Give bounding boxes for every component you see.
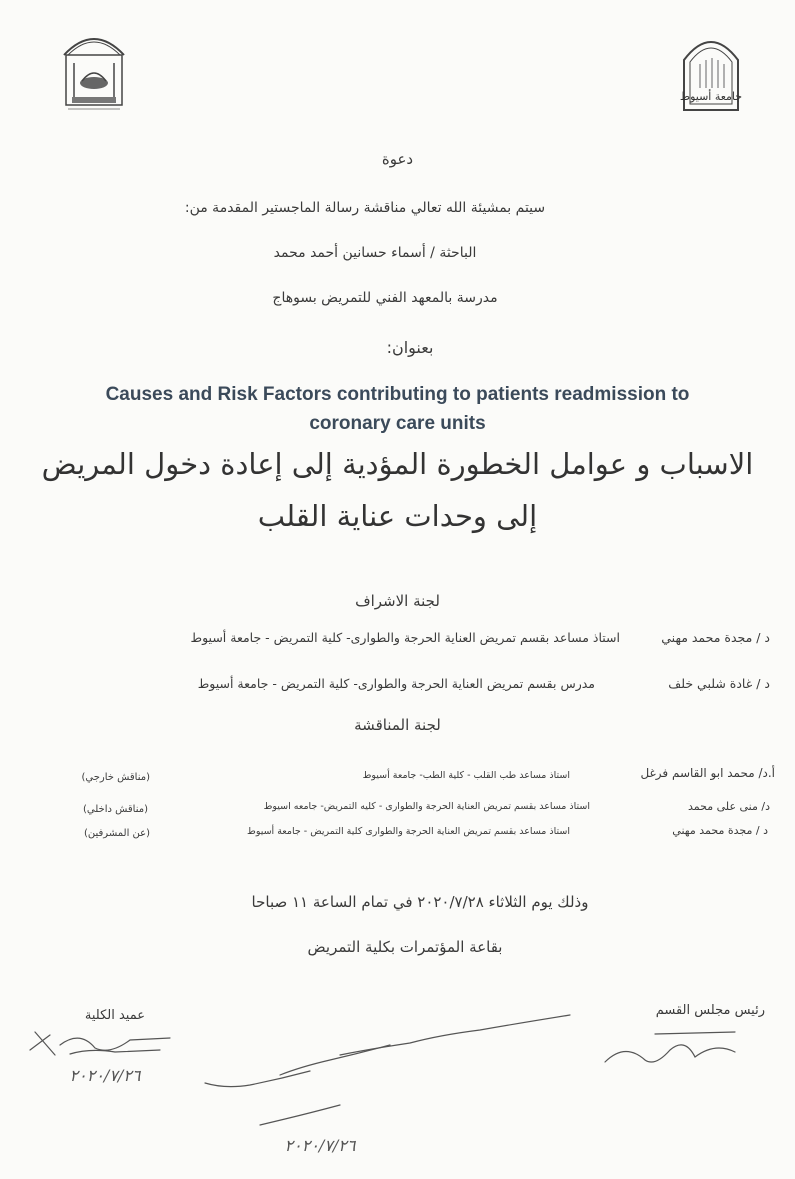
supervision-heading: لجنة الاشراف: [355, 592, 440, 610]
committee-member-3-title: استاذ مساعد بقسم تمريض العناية الحرجة والطوارى كلية التمريض - جامعة أسيوط: [247, 826, 570, 837]
thesis-title-en-line1: Causes and Risk Factors contributing to patients readmission to: [105, 384, 690, 405]
center-signature-date: ٢٠٢٠/٧/٢٦: [284, 1136, 356, 1155]
handwritten-notes: [190, 1005, 580, 1155]
department-head-signature: [595, 1022, 755, 1077]
supervisor-2-title: مدرس بقسم تمريض العناية الحرجة والطوارى- كلية التمريض - جامعة أسيوط: [197, 676, 595, 691]
university-logo-text: جامعة أسيوط: [679, 90, 743, 103]
committee-member-2-name: د/ منى على محمد: [688, 800, 770, 813]
thesis-title-ar-line1: الاسباب و عوامل الخطورة المؤدية إلى إعادة دخول المريض: [41, 447, 754, 481]
committee-member-1-name: أ.د/ محمد ابو القاسم فرغل: [640, 766, 775, 780]
department-head-label: رئيس مجلس القسم: [655, 1003, 765, 1018]
schedule-venue: بقاعة المؤتمرات بكلية التمريض: [307, 938, 503, 956]
invitation-intro: سيتم بمشيئة الله تعالي مناقشة رسالة الماجستير المقدمة من:: [184, 200, 546, 216]
researcher-position: مدرسة بالمعهد الفني للتمريض بسوهاج: [272, 290, 498, 306]
committee-member-3-name: د / مجدة محمد مهني: [672, 824, 768, 837]
committee-heading: لجنة المناقشة: [354, 716, 441, 734]
committee-member-1-title: استاذ مساعد طب القلب - كلية الطب- جامعة أسيوط: [362, 770, 570, 781]
dean-signature-date: ٢٠٢٠/٧/٢٦: [69, 1066, 141, 1085]
supervisor-1-title: استاذ مساعد بقسم تمريض العناية الحرجة والطوارى- كلية التمريض - جامعة أسيوط: [190, 630, 620, 645]
thesis-title-ar-line2: إلى وحدات عناية القلب: [257, 499, 538, 533]
committee-member-3-role: (عن المشرفين): [83, 828, 150, 839]
schedule-date: وذلك يوم الثلاثاء ٢٠٢٠/٧/٢٨ في تمام الساعة ١١ صباحا: [251, 893, 589, 911]
supervisor-2-name: د / غادة شلبي خلف: [668, 676, 770, 691]
thesis-title-en-line2: coronary care units: [309, 413, 486, 434]
researcher-name: الباحثة / أسماء حسانين أحمد محمد: [273, 245, 477, 261]
university-logo: [676, 30, 756, 120]
committee-member-2-title: استاذ مساعد بقسم تمريض العناية الحرجة والطوارى - كليه التمريض- جامعه اسيوط: [263, 801, 590, 812]
invitation-heading: دعوة: [381, 150, 414, 168]
dean-label: عميد الكلية: [84, 1008, 145, 1023]
title-label: بعنوان:: [386, 338, 434, 357]
supervisor-1-name: د / مجدة محمد مهني: [661, 630, 770, 645]
committee-member-2-role: (مناقش داخلي): [83, 804, 148, 815]
committee-member-1-role: (مناقش خارجي): [81, 772, 150, 783]
dean-signature: [20, 1020, 200, 1100]
institute-logo: [54, 25, 134, 115]
